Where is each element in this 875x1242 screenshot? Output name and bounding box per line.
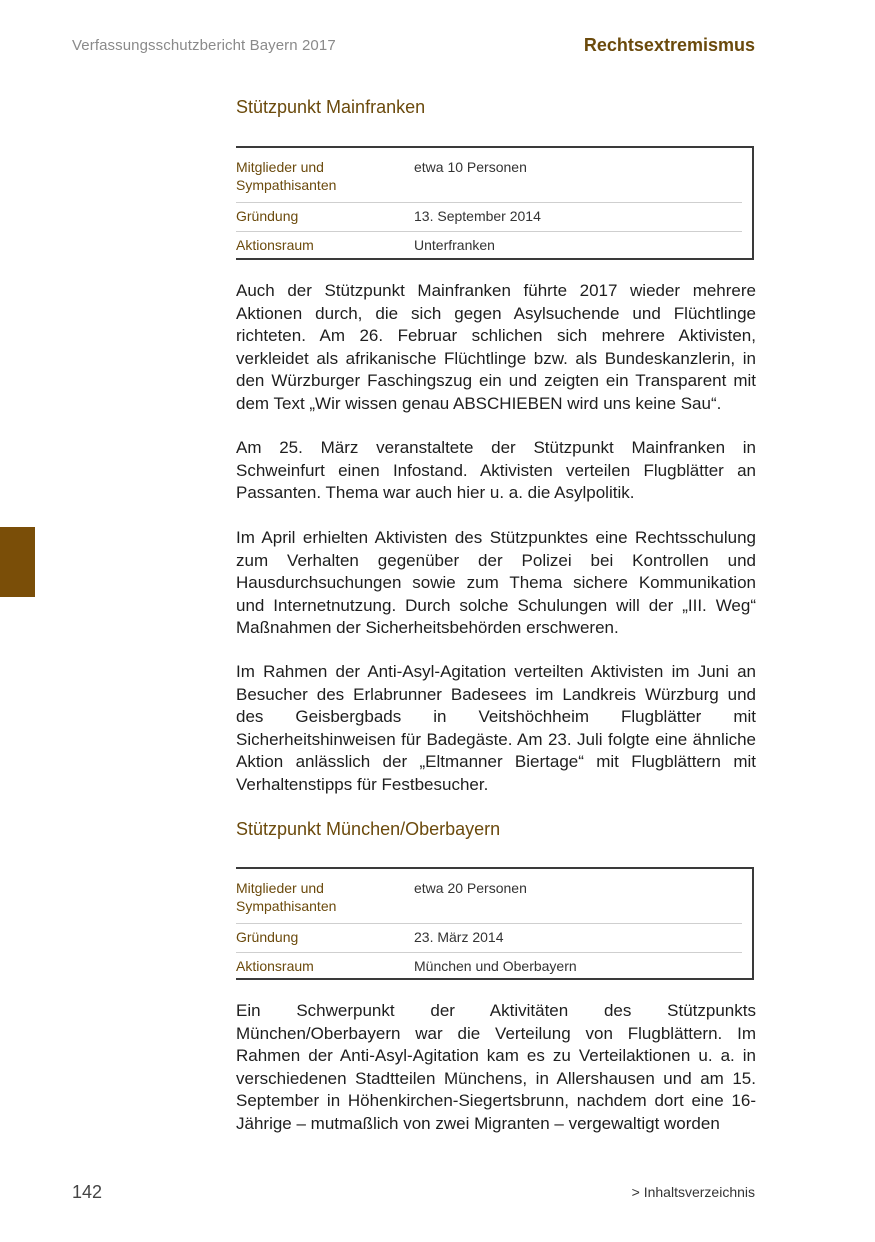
- running-header-title: Verfassungsschutzbericht Bayern 2017: [72, 37, 336, 54]
- info-box-muenchen: [236, 867, 754, 980]
- info-value: München und Oberbayern: [414, 958, 577, 974]
- paragraph: Am 25. März veranstaltete der Stützpunkt Mainfranken in Schweinfurt einen Infostand. Aktivisten verteilen Flugblätter an Passanten. Thema war auch hier u. a. die Asylpolitik.: [236, 438, 756, 502]
- info-label: Gründung: [236, 208, 299, 224]
- info-box-mainfranken: [236, 146, 754, 260]
- page-number: 142: [72, 1182, 103, 1202]
- info-label: Gründung: [236, 929, 299, 945]
- info-row-members: [236, 875, 742, 924]
- running-header-chapter: Rechtsextremismus: [583, 35, 755, 55]
- paragraph: Auch der Stützpunkt Mainfranken führte 2017 wieder mehrere Aktionen durch, die sich gegen Asylsuchende und Flüchtlinge richteten. Am 26. Februar schlichen sich mehrere Aktivisten, verkleidet als afrikanische Flüchtlinge bzw. als Bundeskanzlerin, in den Würzburger Faschingszug ein und zeigten ein Transparent mit dem Text „Wir wissen genau ABSCHIEBEN wird uns keine Sau“.: [236, 281, 756, 413]
- info-row-area: [236, 232, 742, 260]
- info-value: 13. September 2014: [414, 208, 541, 224]
- paragraph: Im Rahmen der Anti-Asyl-Agitation verteilten Aktivisten im Juni an Besucher des Erlabrunner Badesees im Landkreis Würzburg und des Geisbergbads in Veitshöchheim Flugblätter mit Sicherheitshinweisen für Badegäste. Am 23. Juli folgte eine ähnliche Aktion anlässlich der „Eltmanner Biertage“ mit Flugblättern mit Verhaltenstipps für Festbesucher.: [236, 662, 756, 794]
- info-label: Aktionsraum: [236, 958, 314, 974]
- section-title-muenchen: Stützpunkt München/Oberbayern: [236, 819, 501, 839]
- info-row-members: [236, 154, 742, 203]
- info-value: etwa 10 Personen: [414, 159, 527, 175]
- info-label: Mitglieder und Sympathisanten: [236, 159, 337, 193]
- info-label: Mitglieder und Sympathisanten: [236, 880, 337, 914]
- info-row-founding: [236, 924, 742, 953]
- info-row-area: [236, 953, 742, 981]
- chapter-side-tab: [0, 527, 35, 597]
- section-title-mainfranken: Stützpunkt Mainfranken: [236, 97, 426, 117]
- info-label: Aktionsraum: [236, 237, 314, 253]
- info-value: 23. März 2014: [414, 929, 504, 945]
- info-value: Unterfranken: [414, 237, 495, 253]
- info-row-founding: [236, 203, 742, 232]
- toc-link[interactable]: > Inhaltsverzeichnis: [631, 1184, 755, 1200]
- info-value: etwa 20 Personen: [414, 880, 527, 896]
- paragraph: Im April erhielten Aktivisten des Stützpunktes eine Rechtsschulung zum Verhalten gegenüber der Polizei bei Kontrollen und Hausdurchsuchungen sowie zum Thema sichere Kommunikation und Internetnutzung. Durch solche Schulungen will der „III. Weg“ Maßnahmen der Sicherheitsbehörden erschweren.: [236, 528, 756, 637]
- paragraph: Ein Schwerpunkt der Aktivitäten des Stützpunkts München/Oberbayern war die Verteilung von Flugblättern. Im Rahmen der Anti-Asyl-Agitation kam es zu Verteilaktionen u. a. in verschiedenen Stadtteilen Münchens, in Allershausen und am 15. September in Höhenkirchen-Siegertsbrunn, nachdem dort eine 16-Jährige – mutmaßlich von zwei Migranten – vergewaltigt worden: [236, 1001, 756, 1133]
